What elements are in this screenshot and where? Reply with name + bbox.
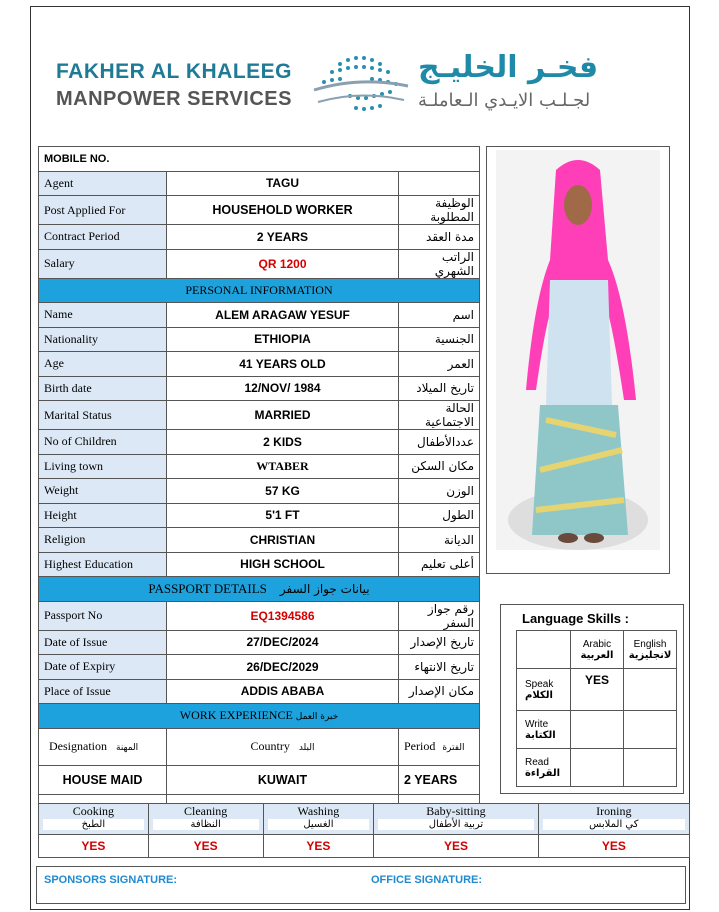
skill-value: YES (39, 835, 149, 858)
speak-row (517, 669, 677, 711)
field-label: Nationality (39, 327, 167, 352)
period-column (399, 728, 480, 765)
speak-label: Speak (525, 678, 554, 690)
field-label-ar (399, 171, 480, 196)
table-row (39, 196, 480, 225)
table-row (39, 679, 480, 704)
field-label: Height (39, 503, 167, 528)
language-skills-title: Language Skills : (522, 611, 629, 626)
field-label: Highest Education (39, 552, 167, 577)
section-header-row (39, 577, 480, 602)
skill-cooking (39, 804, 149, 835)
field-value: 2 YEARS (167, 225, 399, 250)
field-value: TAGU (167, 171, 399, 196)
period-label: Period (404, 739, 436, 753)
read-label-ar: القراءة (525, 767, 561, 779)
field-label-ar: الوزن (399, 479, 480, 504)
skill-value: YES (374, 835, 538, 858)
country-column (167, 728, 399, 765)
mobile-label: MOBILE NO. (39, 147, 480, 172)
field-label-ar: العمر (399, 352, 480, 377)
skill-label: Baby-sitting (426, 804, 486, 818)
skill-cleaning (148, 804, 263, 835)
skill-label: Ironing (596, 804, 632, 818)
skill-label-ar: النظافة (153, 819, 259, 830)
table-row (39, 528, 480, 553)
field-label-ar: اسم (399, 303, 480, 328)
details-table (38, 146, 480, 822)
salary-value: QR 1200 (167, 249, 399, 278)
passport-header-en: PASSPORT DETAILS (148, 580, 267, 596)
skill-label-ar: تربية الأطفال (378, 819, 533, 830)
skill-label-ar: الغسيل (268, 819, 370, 830)
field-label-ar: الراتب الشهري (399, 249, 480, 278)
field-value: ADDIS ABABA (167, 679, 399, 704)
passport-header-ar: بيانات جواز السفر (279, 581, 370, 596)
field-value: 12/NOV/ 1984 (167, 376, 399, 401)
table-row (39, 401, 480, 430)
section-header-row (39, 278, 480, 303)
field-label-ar: الطول (399, 503, 480, 528)
write-label: Write (525, 718, 549, 730)
arabic-label: Arabic (582, 638, 612, 650)
field-label-ar: الوظيفة المطلوبة (399, 196, 480, 225)
skill-label: Cooking (72, 804, 115, 818)
field-label-ar: تاريخ الإصدار (399, 630, 480, 655)
skills-value-row (39, 835, 690, 858)
field-label: Place of Issue (39, 679, 167, 704)
designation-label-ar: المهنة (116, 743, 139, 753)
field-label-ar: عددالأطفال (399, 430, 480, 455)
passport-details-header (39, 577, 480, 602)
speak-arabic-value: YES (571, 669, 624, 711)
field-label: Name (39, 303, 167, 328)
table-row (39, 601, 480, 630)
field-label: Religion (39, 528, 167, 553)
skill-label-ar: الطبخ (43, 819, 144, 830)
field-label: Age (39, 352, 167, 377)
field-label-ar: مكان السكن (399, 454, 480, 479)
work-columns-row (39, 728, 480, 765)
skill-washing (263, 804, 374, 835)
field-label-ar: تاريخ الميلاد (399, 376, 480, 401)
field-label-ar: الحالة الاجتماعية (399, 401, 480, 430)
table-row (39, 352, 480, 377)
arabic-column (571, 631, 624, 669)
table-row (39, 303, 480, 328)
sponsor-signature-label: SPONSORS SIGNATURE: (44, 874, 178, 886)
mobile-row (39, 147, 480, 172)
write-arabic-value (571, 711, 624, 749)
person-photo-icon (496, 150, 660, 550)
work-header-en: WORK EXPERIENCE (179, 708, 293, 723)
field-label: Post Applied For (39, 196, 167, 225)
field-value: 41 YEARS OLD (167, 352, 399, 377)
field-label: No of Children (39, 430, 167, 455)
country-label: Country (250, 739, 290, 753)
empty-cell (517, 631, 571, 669)
read-cell (517, 749, 571, 787)
work-designation: HOUSE MAID (39, 765, 167, 794)
speak-cell (517, 669, 571, 711)
table-row (39, 655, 480, 680)
skills-header-row (39, 804, 690, 835)
field-value: HIGH SCHOOL (167, 552, 399, 577)
designation-label: Designation (49, 739, 107, 753)
skill-label: Cleaning (183, 804, 228, 818)
table-row (39, 630, 480, 655)
work-period: 2 YEARS (399, 765, 480, 794)
table-row (39, 225, 480, 250)
table-row (39, 430, 480, 455)
table-row (39, 479, 480, 504)
write-cell (517, 711, 571, 749)
table-row (39, 249, 480, 278)
field-value: HOUSEHOLD WORKER (167, 196, 399, 225)
logo-subtitle-en: MANPOWER SERVICES (56, 88, 292, 110)
skill-value: YES (263, 835, 374, 858)
field-label: Date of Expiry (39, 655, 167, 680)
field-label: Agent (39, 171, 167, 196)
work-experience-header (39, 704, 480, 729)
field-label-ar: مدة العقد (399, 225, 480, 250)
table-row (39, 454, 480, 479)
read-label: Read (525, 756, 549, 768)
candidate-photo (496, 150, 660, 550)
english-label: English (633, 638, 667, 650)
globe-logo-icon (310, 46, 410, 126)
table-row (39, 503, 480, 528)
field-value: 5'1 FT (167, 503, 399, 528)
english-label-ar: لانجليزية (628, 649, 672, 661)
field-value: WTABER (167, 454, 399, 479)
logo-subtitle-ar: لجـلـب الايـدي الـعاملـة (418, 90, 591, 111)
arabic-label-ar: العربية (580, 649, 614, 661)
table-row (39, 171, 480, 196)
table-row (39, 552, 480, 577)
field-value: MARRIED (167, 401, 399, 430)
table-row (39, 327, 480, 352)
field-value: 26/DEC/2029 (167, 655, 399, 680)
section-header-row (39, 704, 480, 729)
field-label: Contract Period (39, 225, 167, 250)
field-label: Date of Issue (39, 630, 167, 655)
skill-value: YES (538, 835, 689, 858)
field-label-ar: تاريخ الانتهاء (399, 655, 480, 680)
read-english-value (624, 749, 677, 787)
work-row (39, 765, 480, 794)
skill-value: YES (148, 835, 263, 858)
english-column (624, 631, 677, 669)
field-value: CHRISTIAN (167, 528, 399, 553)
language-skills-table (516, 630, 677, 787)
speak-label-ar: الكلام (525, 689, 553, 701)
write-english-value (624, 711, 677, 749)
speak-english-value (624, 669, 677, 711)
skill-label-ar: كي الملابس (543, 819, 685, 830)
field-label-ar: رقم جواز السفر (399, 601, 480, 630)
work-country: KUWAIT (167, 765, 399, 794)
field-label-ar: أعلى تعليم (399, 552, 480, 577)
designation-column (39, 728, 167, 765)
personal-info-header: PERSONAL INFORMATION (39, 278, 480, 303)
field-label-ar: الجنسية (399, 327, 480, 352)
write-label-ar: الكتابة (525, 729, 556, 741)
read-arabic-value (571, 749, 624, 787)
passport-number-value: EQ1394586 (167, 601, 399, 630)
field-label: Marital Status (39, 401, 167, 430)
field-label: Birth date (39, 376, 167, 401)
language-header-row (517, 631, 677, 669)
read-row (517, 749, 677, 787)
skill-babysitting (374, 804, 538, 835)
field-label: Salary (39, 249, 167, 278)
office-signature-label: OFFICE SIGNATURE: (371, 874, 483, 886)
name-value: ALEM ARAGAW YESUF (167, 303, 399, 328)
field-value: 27/DEC/2024 (167, 630, 399, 655)
field-value: 57 KG (167, 479, 399, 504)
table-row (39, 376, 480, 401)
field-value: ETHIOPIA (167, 327, 399, 352)
period-label-ar: الفترة (442, 743, 465, 753)
field-label: Weight (39, 479, 167, 504)
write-row (517, 711, 677, 749)
country-label-ar: البلد (298, 743, 315, 753)
field-label: Passport No (39, 601, 167, 630)
field-label-ar: مكان الإصدار (399, 679, 480, 704)
field-label-ar: الديانة (399, 528, 480, 553)
skill-ironing (538, 804, 689, 835)
skill-label: Washing (297, 804, 340, 818)
skills-table (38, 803, 690, 858)
field-label: Living town (39, 454, 167, 479)
work-header-ar: خبرة العمل (295, 712, 339, 723)
field-value: 2 KIDS (167, 430, 399, 455)
logo-title-en: FAKHER AL KHALEEG (56, 60, 293, 83)
logo-title-ar: فخـر الخليـج (418, 50, 599, 85)
